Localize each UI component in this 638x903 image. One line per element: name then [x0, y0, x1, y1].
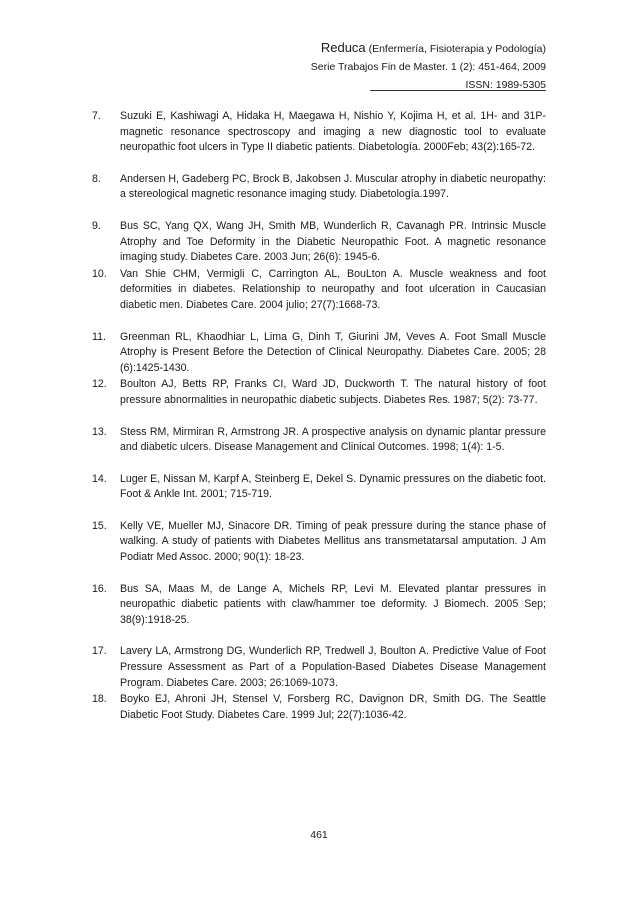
- reference-number: 12.: [92, 378, 107, 391]
- journal-subtitle: (Enfermería, Fisioterapia y Podología): [365, 43, 546, 55]
- series-info: Serie Trabajos Fin de Master. 1 (2): 451-464, 2009: [310, 61, 546, 73]
- reference-number: 18.: [92, 693, 107, 706]
- reference-text: Boyko EJ, Ahroni JH, Stensel V, Forsberg RC, Davignon DR, Smith DG. The Seattle Diabetic Foot Study. Diabetes Care. 1999 Jul; 22(7):1036-42.: [120, 693, 546, 721]
- reference-text: Kelly VE, Mueller MJ, Sinacore DR. Timing of peak pressure during the stance phase of walking. A study of patients with Diabetes Mellitus ans transmetatarsal amputation. J Am Podiatr Med Assoc. 2000; 90(1): 18-23.: [120, 519, 546, 564]
- reference-number: 15.: [92, 519, 107, 532]
- reference-number: 13.: [92, 425, 107, 438]
- reference-item: [92, 109, 546, 156]
- header-journal-line: [200, 39, 546, 58]
- header-rule: [370, 90, 546, 91]
- reference-list: [92, 109, 546, 723]
- reference-number: 16.: [92, 582, 107, 595]
- reference-item: [92, 219, 546, 266]
- reference-text: Suzuki E, Kashiwagi A, Hidaka H, Maegawa H, Nishio Y, Kojima H, et al. 1H- and 31P- magnetic resonance spectroscopy and imaging a new diagnostic tool to evaluate neuropathic foot ulcers in Type II diabetic patients. Diabetología. 2000Feb; 43(2):165-72.: [120, 110, 546, 154]
- reference-number: 10.: [92, 267, 107, 280]
- running-header: [200, 39, 546, 94]
- reference-item: [92, 692, 546, 723]
- page-number: 461: [310, 829, 328, 841]
- reference-text: Andersen H, Gadeberg PC, Brock B, Jakobsen J. Muscular atrophy in diabetic neuropathy: a stereological magnetic resonance imaging study. Diabetología.1997.: [120, 172, 546, 201]
- reference-text: Van Shie CHM, Vermigli C, Carrington AL, BouLton A. Muscle weakness and foot deformities in diabetes. Relationship to neuropathy and foot ulceration in Caucasian diabetic men. Diabetes Care. 2004 julio; 27(7):1668-73.: [120, 267, 546, 311]
- reference-item: [92, 330, 546, 377]
- reference-item: [92, 644, 546, 691]
- reference-text: Luger E, Nissan M, Karpf A, Steinberg E, Dekel S. Dynamic pressures on the diabetic foot. Foot & Ankle Int. 2001; 715-719.: [120, 472, 546, 501]
- reference-number: 9.: [92, 219, 101, 232]
- reference-text: Boulton AJ, Betts RP, Franks CI, Ward JD, Duckworth T. The natural history of foot pressure abnormalities in neuropathic diabetic subjects. Diabetes Res. 1987; 5(2): 73-77.: [120, 378, 546, 406]
- reference-number: 8.: [92, 172, 101, 185]
- reference-item: [92, 582, 546, 629]
- reference-text: Lavery LA, Armstrong DG, Wunderlich RP, Tredwell J, Boulton A. Predictive Value of Foot Pressure Assessment as Part of a Population-Based Diabetes Disease Management Program. Diabetes Care. 2003; 26:1069-1073.: [120, 645, 546, 689]
- reference-item: [92, 172, 546, 203]
- reference-number: 17.: [92, 645, 107, 658]
- reference-text: Stess RM, Mirmiran R, Armstrong JR. A prospective analysis on dynamic plantar pressure and diabetic ulcers. Disease Management and Clinical Outcomes. 1998; 1(4): 1-5.: [120, 425, 546, 454]
- reference-text: Greenman RL, Khaodhiar L, Lima G, Dinh T, Giurini JM, Veves A. Foot Small Muscle Atrophy is Present Before the Detection of Clinical Neuropathy. Diabetes Care. 2005; 28 (6):1425-1430.: [120, 330, 546, 374]
- reference-item: [92, 377, 546, 408]
- journal-name: Reduca: [320, 40, 366, 55]
- reference-item: [92, 267, 546, 314]
- issn: ISSN: 1989-5305: [465, 79, 546, 91]
- reference-item: [92, 425, 546, 456]
- reference-text: Bus SC, Yang QX, Wang JH, Smith MB, Wunderlich R, Cavanagh PR. Intrinsic Muscle Atrophy and Toe Deformity in the Diabetic Neuropathic Foot. A magnetic resonance imaging study. Diabetes Care. 2003 Jun; 26(6): 1945-6.: [120, 219, 546, 264]
- reference-text: Bus SA, Maas M, de Lange A, Michels RP, Levi M. Elevated plantar pressures in neuropathic diabetic patients with claw/hammer toe deformity. J Biomech. 2005 Sep; 38(9):1918-25.: [120, 582, 546, 626]
- reference-item: [92, 472, 546, 503]
- reference-number: 11.: [92, 330, 106, 343]
- reference-number: 7.: [92, 110, 101, 122]
- reference-number: 14.: [92, 472, 107, 485]
- reference-item: [92, 519, 546, 566]
